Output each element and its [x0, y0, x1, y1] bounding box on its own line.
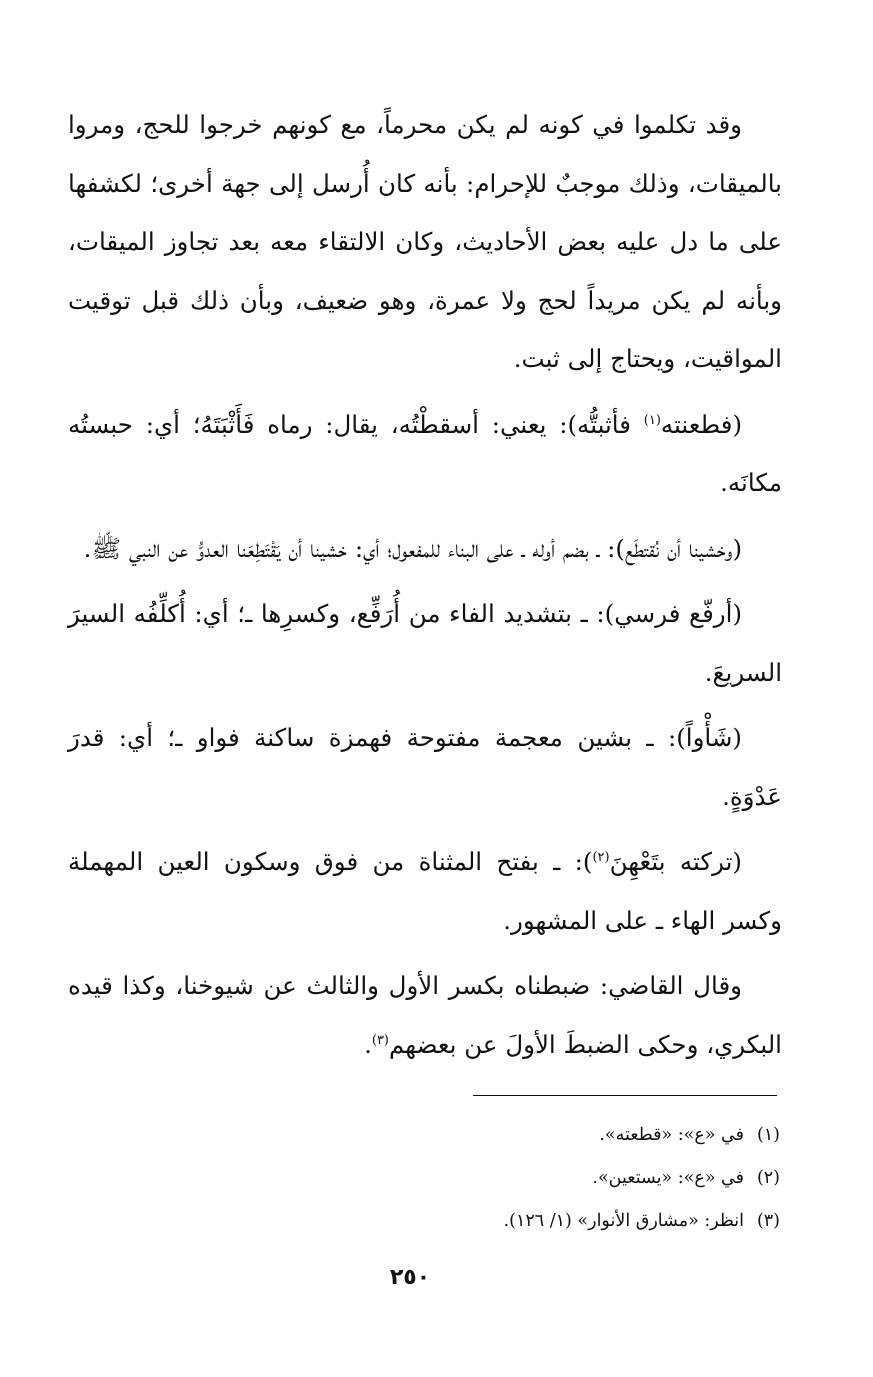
paragraph-6-text-start: (تركته بتَعْهِنَ: [609, 847, 742, 876]
footnote-ref-3: (٣): [371, 1032, 389, 1048]
footnote-2-number: (٢): [756, 1168, 780, 1188]
paragraph-2-text-end: فأثبتُّه): يعني: أسقطْتُه، يقال: رماه فَأَثْبَتَهُ؛ أي: حبستُه مكانَه.: [68, 409, 782, 497]
footnote-3-text: انظر: «مشارق الأنوار» (١/ ١٢٦).: [503, 1211, 744, 1231]
footnote-3-number: (٣): [756, 1211, 780, 1231]
paragraph-6: [68, 833, 782, 950]
paragraph-2-text-start: (فطعنته: [660, 409, 742, 439]
footnote-ref-2: (٢): [592, 849, 610, 865]
paragraph-7: [68, 957, 782, 1074]
paragraph-1-text: وقد تكلموا في كونه لم يكن محرماً، مع كونهم خرجوا للحج، ومروا بالميقات، وذلك موجبٌ للإحرام: بأنه كان أُرسل إلى جهة أخرى؛ لكشفها على ما دل عليه بعض الأحاديث، وكان الالتقاء معه بعد تجاوز الميقات، وبأنه لم يكن مريداً لحج ولا عمرة، وهو ضعيف، وبأن ذلك قبل توقيت المواقيت، ويحتاج إلى ثبت.: [68, 110, 782, 373]
footnote-3: [300, 1200, 780, 1243]
page-number: ٢٥٠: [389, 1265, 431, 1290]
footnotes: [300, 1114, 780, 1243]
footnote-2: [300, 1157, 780, 1200]
footnote-ref-1: (١): [643, 412, 661, 428]
paragraph-4: [68, 585, 782, 702]
footnote-1: [300, 1114, 780, 1157]
paragraph-6-text-end: ): ـ بفتح المثناة من فوق وسكون العين المهملة وكسر الهاء ـ على المشهور.: [68, 847, 782, 935]
paragraph-5: [68, 709, 782, 826]
paragraph-4-text: (أرفّع فرسي): ـ بتشديد الفاء من أُرَفِّع، وكسرِها ـ؛ أي: أُكلِّفُه السيرَ السريعَ.: [68, 599, 782, 687]
footnote-1-text: في «ع»: «قطعته».: [599, 1125, 744, 1145]
main-text: [68, 96, 782, 1074]
footnote-divider: [473, 1095, 777, 1096]
paragraph-7-text-start: وقال القاضي: ضبطناه بكسر الأول والثالث عن شيوخنا، وكذا قيده البكري، وحكى الضبطَ الأولَ عن بعضهم: [68, 971, 782, 1059]
paragraph-3: [68, 520, 782, 579]
paragraph-2: [68, 396, 782, 513]
paragraph-3-text: (وخشينا أن نُقتطَع): ـ بضم أوله ـ على البناء للمفعول؛ أي: خشينا أن يَقْتَطِعَنا العدوُّ عن النبي ﷺ.: [83, 533, 742, 563]
paragraph-5-text: (شَأْواً): ـ بشين معجمة مفتوحة فهمزة ساكنة فواو ـ؛ أي: قدرَ عَدْوَةٍ.: [68, 723, 782, 811]
paragraph-7-text-end: .: [364, 1029, 372, 1059]
footnote-2-text: في «ع»: «يستعين».: [592, 1168, 744, 1188]
footnote-1-number: (١): [756, 1125, 780, 1145]
paragraph-1: [68, 96, 782, 389]
